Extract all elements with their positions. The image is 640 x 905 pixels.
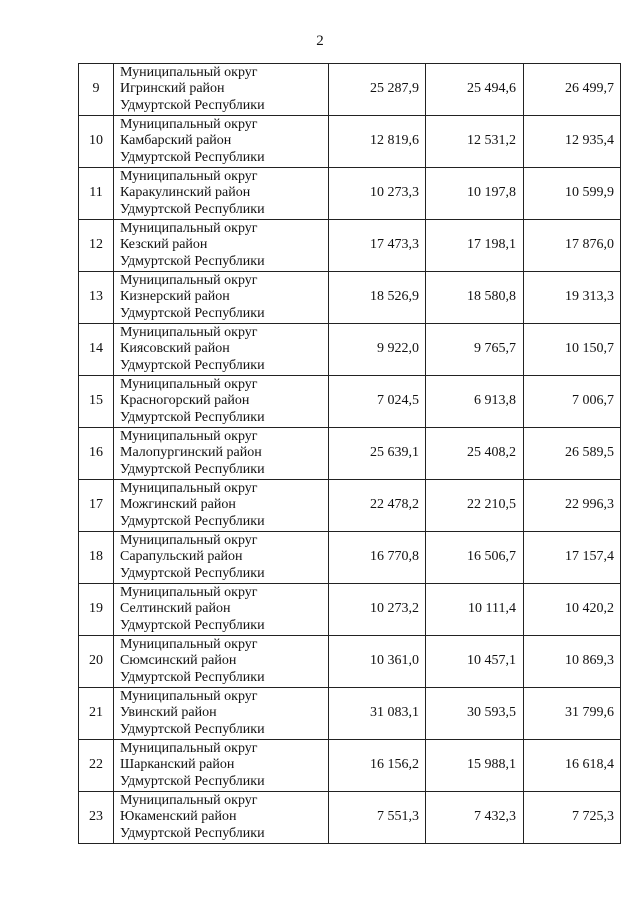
name-line-3: Удмуртской Республики (120, 565, 265, 581)
name-line-1: Муниципальный округ (120, 636, 258, 652)
value-column-2: 9 765,7 (426, 324, 524, 376)
name-line-2: Увинский район (120, 705, 217, 721)
municipality-name (114, 688, 329, 740)
value-column-2: 25 408,2 (426, 428, 524, 480)
name-line-2: Сарапульский район (120, 549, 243, 565)
name-line-2: Юкаменский район (120, 809, 237, 825)
value-column-2: 30 593,5 (426, 688, 524, 740)
name-line-3: Удмуртской Республики (120, 773, 265, 789)
municipality-name (114, 792, 329, 844)
value-column-3: 7 725,3 (524, 792, 621, 844)
row-number: 17 (79, 480, 114, 532)
name-line-1: Муниципальный округ (120, 116, 258, 132)
value-column-2: 15 988,1 (426, 740, 524, 792)
row-number: 14 (79, 324, 114, 376)
name-line-3: Удмуртской Республики (120, 617, 265, 633)
value-column-1: 16 770,8 (329, 532, 426, 584)
table-row (79, 636, 621, 688)
value-column-3: 10 599,9 (524, 168, 621, 220)
municipality-name (114, 532, 329, 584)
value-column-1: 18 526,9 (329, 272, 426, 324)
name-line-2: Камбарский район (120, 133, 232, 149)
name-line-1: Муниципальный округ (120, 428, 258, 444)
name-line-1: Муниципальный округ (120, 792, 258, 808)
name-line-2: Киясовский район (120, 341, 230, 357)
table-body (79, 64, 621, 844)
municipality-name (114, 116, 329, 168)
row-number: 15 (79, 376, 114, 428)
name-line-3: Удмуртской Республики (120, 305, 265, 321)
value-column-3: 10 869,3 (524, 636, 621, 688)
value-column-1: 9 922,0 (329, 324, 426, 376)
value-column-2: 22 210,5 (426, 480, 524, 532)
name-line-3: Удмуртской Республики (120, 461, 265, 477)
row-number: 10 (79, 116, 114, 168)
value-column-2: 18 580,8 (426, 272, 524, 324)
value-column-1: 7 024,5 (329, 376, 426, 428)
name-line-3: Удмуртской Республики (120, 97, 265, 113)
municipality-name (114, 272, 329, 324)
name-line-2: Красногорский район (120, 393, 250, 409)
name-line-2: Сюмсинский район (120, 653, 237, 669)
name-line-2: Кезский район (120, 237, 208, 253)
municipality-name (114, 220, 329, 272)
municipality-name (114, 480, 329, 532)
table-row (79, 792, 621, 844)
name-line-3: Удмуртской Республики (120, 721, 265, 737)
value-column-3: 22 996,3 (524, 480, 621, 532)
value-column-1: 31 083,1 (329, 688, 426, 740)
name-line-1: Муниципальный округ (120, 324, 258, 340)
name-line-1: Муниципальный округ (120, 220, 258, 236)
value-column-3: 17 157,4 (524, 532, 621, 584)
table-row (79, 532, 621, 584)
value-column-3: 10 150,7 (524, 324, 621, 376)
name-line-3: Удмуртской Республики (120, 513, 265, 529)
name-line-1: Муниципальный округ (120, 480, 258, 496)
value-column-3: 7 006,7 (524, 376, 621, 428)
name-line-1: Муниципальный округ (120, 272, 258, 288)
table-row (79, 688, 621, 740)
value-column-2: 10 457,1 (426, 636, 524, 688)
name-line-2: Малопургинский район (120, 445, 262, 461)
value-column-3: 26 589,5 (524, 428, 621, 480)
municipality-name (114, 584, 329, 636)
municipality-name (114, 740, 329, 792)
row-number: 18 (79, 532, 114, 584)
table-row (79, 740, 621, 792)
value-column-1: 16 156,2 (329, 740, 426, 792)
name-line-3: Удмуртской Республики (120, 149, 265, 165)
name-line-2: Каракулинский район (120, 185, 251, 201)
row-number: 13 (79, 272, 114, 324)
value-column-3: 26 499,7 (524, 64, 621, 116)
name-line-2: Кизнерский район (120, 289, 230, 305)
row-number: 11 (79, 168, 114, 220)
municipality-name (114, 64, 329, 116)
table-row (79, 324, 621, 376)
value-column-2: 25 494,6 (426, 64, 524, 116)
value-column-1: 10 273,2 (329, 584, 426, 636)
row-number: 22 (79, 740, 114, 792)
row-number: 9 (79, 64, 114, 116)
name-line-2: Шарканский район (120, 757, 235, 773)
name-line-2: Игринский район (120, 81, 225, 97)
name-line-1: Муниципальный округ (120, 64, 258, 80)
value-column-1: 12 819,6 (329, 116, 426, 168)
name-line-1: Муниципальный округ (120, 688, 258, 704)
row-number: 23 (79, 792, 114, 844)
page-number: 2 (316, 33, 324, 49)
value-column-2: 10 111,4 (426, 584, 524, 636)
table-row (79, 168, 621, 220)
row-number: 16 (79, 428, 114, 480)
value-column-1: 22 478,2 (329, 480, 426, 532)
row-number: 12 (79, 220, 114, 272)
value-column-2: 7 432,3 (426, 792, 524, 844)
table-row (79, 584, 621, 636)
table-row (79, 376, 621, 428)
name-line-3: Удмуртской Республики (120, 357, 265, 373)
value-column-2: 16 506,7 (426, 532, 524, 584)
name-line-3: Удмуртской Республики (120, 409, 265, 425)
municipality-name (114, 168, 329, 220)
table-row (79, 272, 621, 324)
name-line-1: Муниципальный округ (120, 740, 258, 756)
value-column-3: 12 935,4 (524, 116, 621, 168)
row-number: 21 (79, 688, 114, 740)
row-number: 19 (79, 584, 114, 636)
name-line-1: Муниципальный округ (120, 532, 258, 548)
municipality-name (114, 636, 329, 688)
value-column-1: 25 639,1 (329, 428, 426, 480)
value-column-2: 6 913,8 (426, 376, 524, 428)
table-row (79, 220, 621, 272)
name-line-3: Удмуртской Республики (120, 253, 265, 269)
name-line-3: Удмуртской Республики (120, 669, 265, 685)
budget-table (78, 63, 621, 844)
municipality-name (114, 428, 329, 480)
name-line-1: Муниципальный округ (120, 168, 258, 184)
value-column-3: 10 420,2 (524, 584, 621, 636)
value-column-3: 17 876,0 (524, 220, 621, 272)
table-row (79, 480, 621, 532)
municipality-name (114, 324, 329, 376)
value-column-1: 25 287,9 (329, 64, 426, 116)
table-row (79, 116, 621, 168)
municipality-name (114, 376, 329, 428)
name-line-3: Удмуртской Республики (120, 825, 265, 841)
name-line-2: Можгинский район (120, 497, 236, 513)
name-line-3: Удмуртской Республики (120, 201, 265, 217)
value-column-1: 10 361,0 (329, 636, 426, 688)
row-number: 20 (79, 636, 114, 688)
name-line-2: Селтинский район (120, 601, 231, 617)
table-row (79, 428, 621, 480)
value-column-2: 10 197,8 (426, 168, 524, 220)
value-column-3: 19 313,3 (524, 272, 621, 324)
value-column-3: 31 799,6 (524, 688, 621, 740)
value-column-2: 12 531,2 (426, 116, 524, 168)
value-column-1: 7 551,3 (329, 792, 426, 844)
value-column-1: 17 473,3 (329, 220, 426, 272)
name-line-1: Муниципальный округ (120, 376, 258, 392)
value-column-2: 17 198,1 (426, 220, 524, 272)
value-column-1: 10 273,3 (329, 168, 426, 220)
value-column-3: 16 618,4 (524, 740, 621, 792)
table-row (79, 64, 621, 116)
name-line-1: Муниципальный округ (120, 584, 258, 600)
